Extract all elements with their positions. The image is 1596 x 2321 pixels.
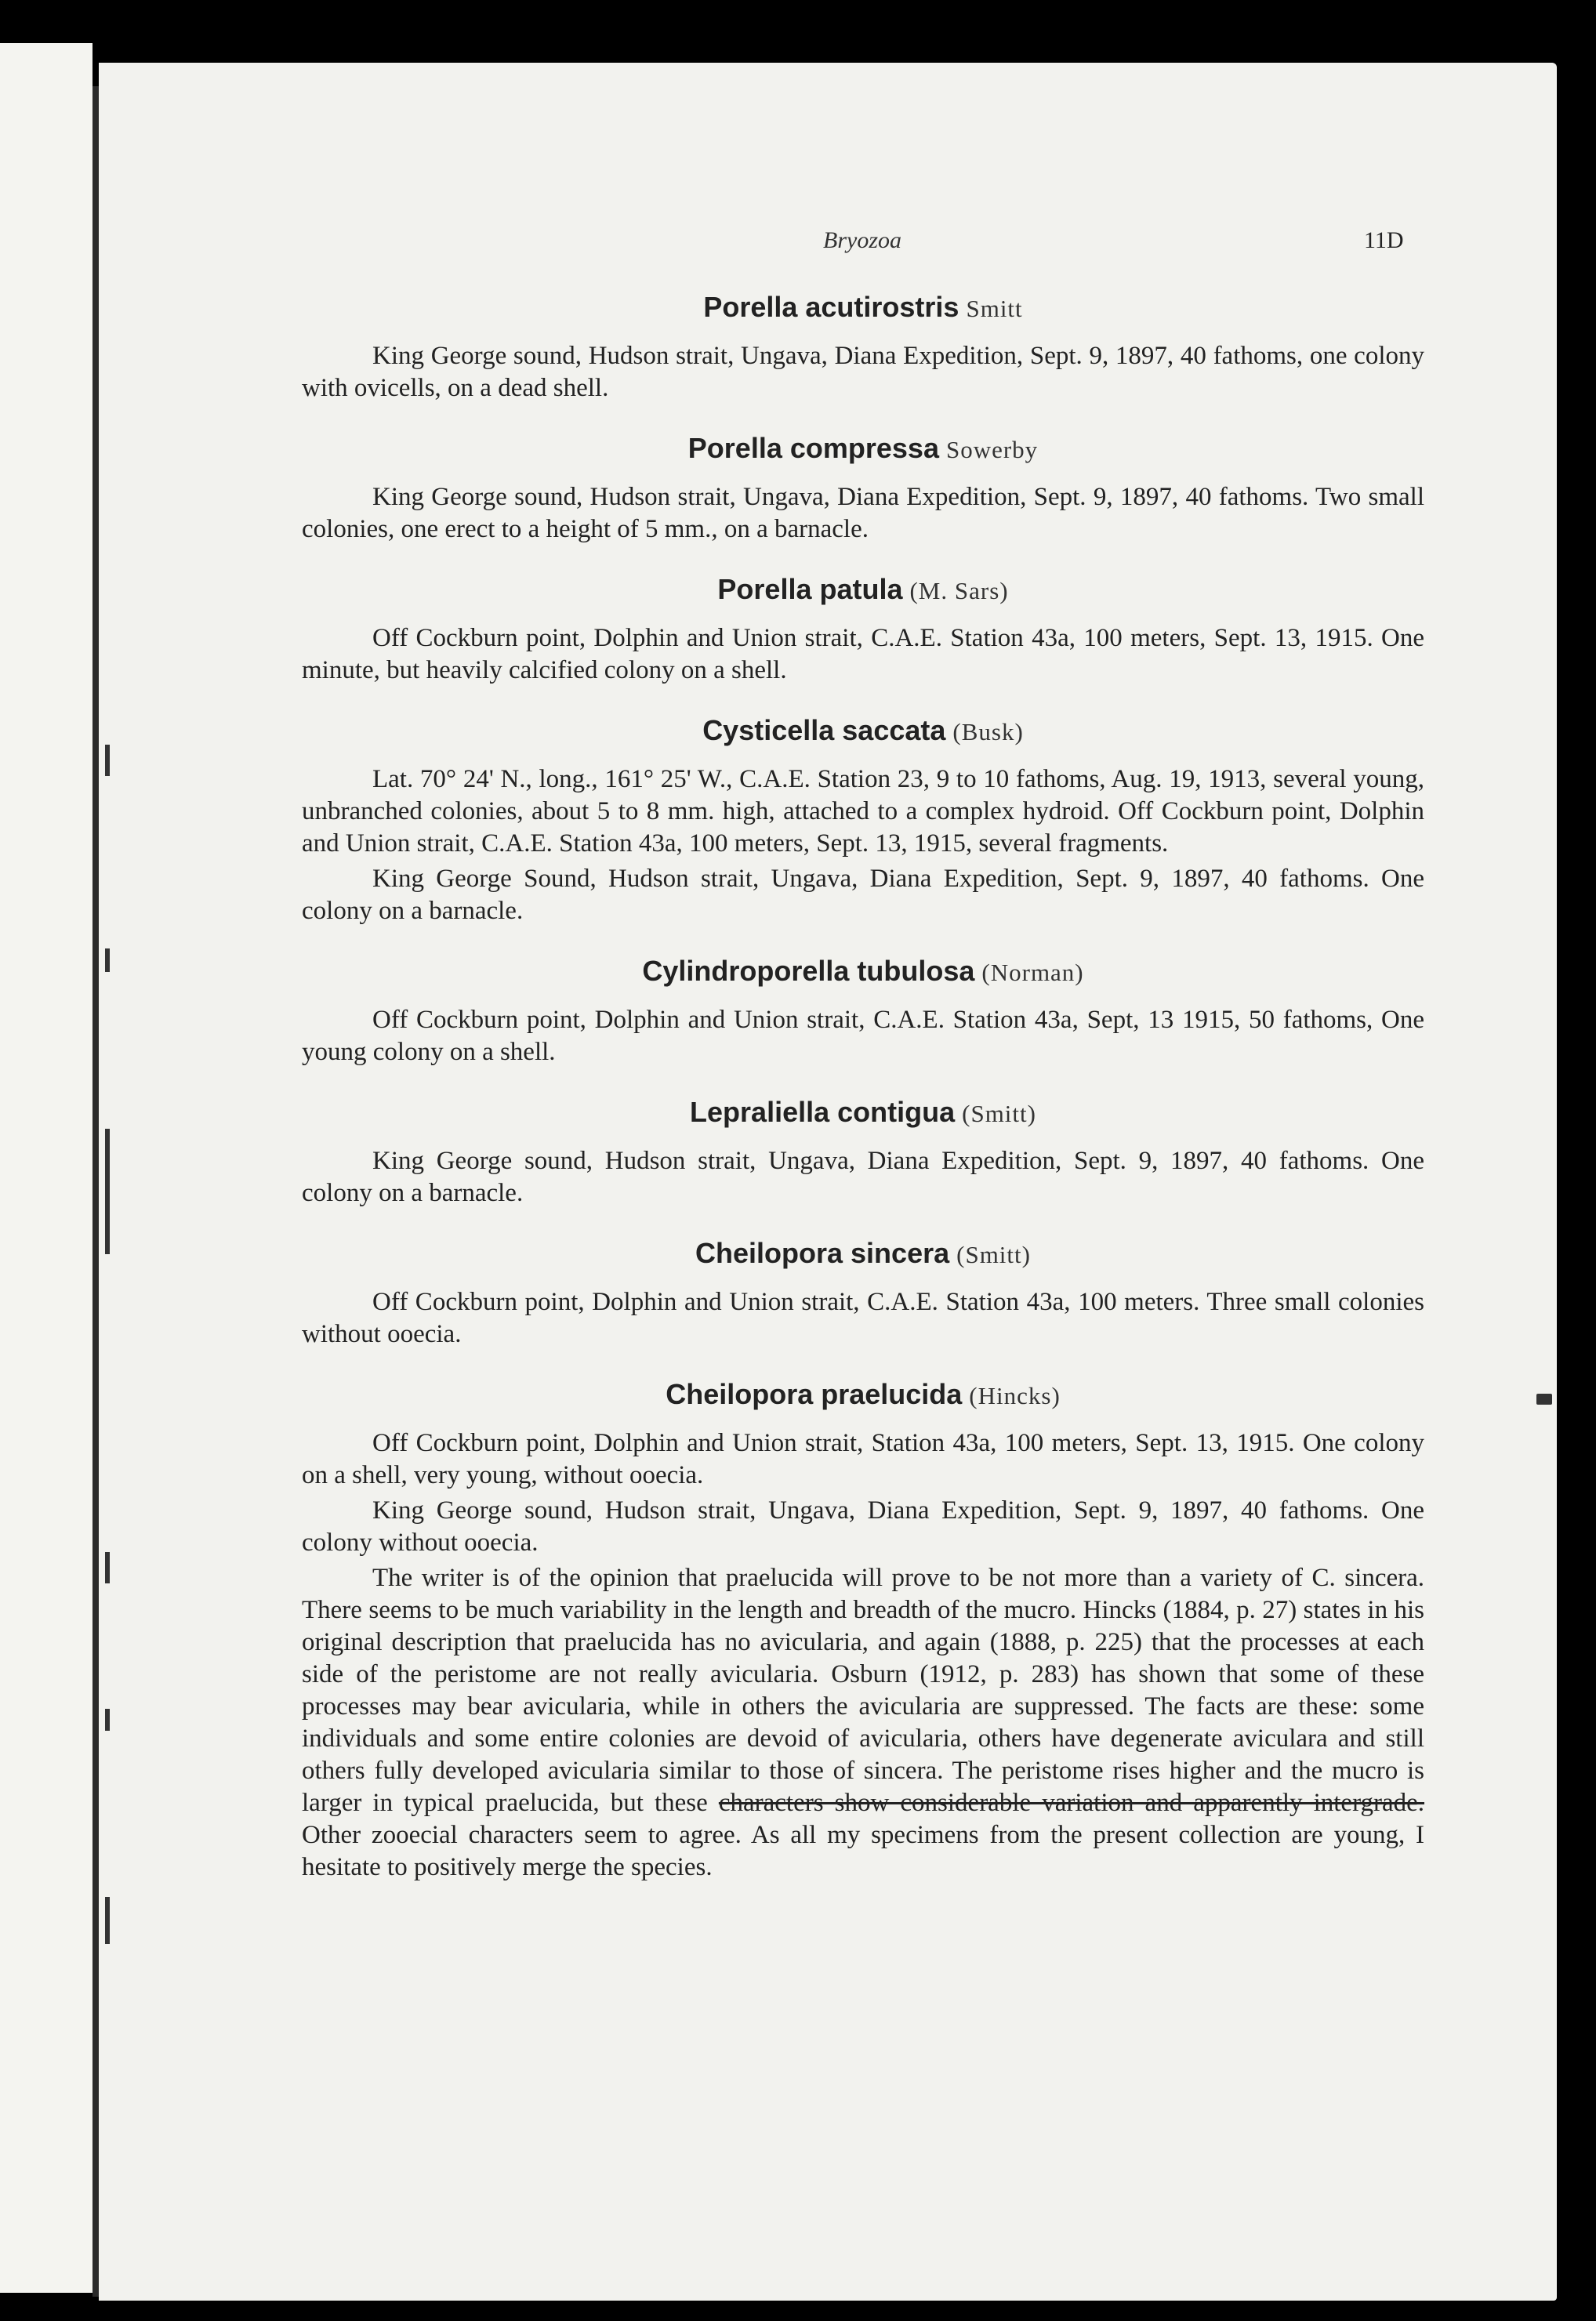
- species-name: Cylindroporella tubulosa: [642, 955, 975, 987]
- species-author: Sowerby: [945, 436, 1039, 463]
- record-paragraph: Lat. 70° 24' N., long., 161° 25' W., C.A.E. Station 23, 9 to 10 fathoms, Aug. 19, 1913, several young, unbranched colonies, about 5 to 8 mm. high, attached to a complex hydroid. Off Cockburn point, Dolphin and Union strait, C.A.E. Station 43a, 100 meters, Sept. 13, 1915, several fragments.: [302, 765, 1424, 858]
- discussion-text-end: Other zooecial characters seem to agree. As all my specimens from the present collection are young, I hesitate to positively merge the species.: [302, 1821, 1424, 1881]
- species-author: (Busk): [952, 718, 1024, 745]
- species-entry: [302, 954, 1424, 1068]
- species-heading: [302, 1095, 1424, 1131]
- species-author: (Smitt): [962, 1100, 1036, 1127]
- species-entry: [302, 431, 1424, 546]
- discussion-text: The writer is of the opinion that praelucida will prove to be not more than a variety of C. sincera. There seems to be much variability in the length and breadth of the mucro. Hincks (1884, p. 27) states in his original description that praelucida has no avicularia, and again (1888, p. 225) that the processes at each side of the peristome are not really avicularia. Osburn (1912, p. 283) has shown that some of these processes may bear avicularia, while in others the avicularia are suppressed. The facts are these: some individuals and some entire colonies are devoid of avicularia, others have degenerate aviculara and still others fully developed avicularia similar to those of sincera. The peristome rises higher and the mucro is larger in typical praelucida, but these: [302, 1564, 1424, 1817]
- species-heading: [302, 572, 1424, 608]
- page-content: [302, 290, 1424, 1910]
- species-heading: [302, 1236, 1424, 1272]
- species-heading: [302, 954, 1424, 990]
- discussion-paragraph: [302, 1562, 1424, 1884]
- page-number: 11D: [1364, 227, 1404, 253]
- species-entry: [302, 713, 1424, 927]
- species-author: Smitt: [966, 295, 1023, 322]
- left-page-margin: [0, 43, 92, 2293]
- species-heading: [302, 431, 1424, 467]
- species-name: Cheilopora praelucida: [666, 1378, 963, 1410]
- species-name: Porella compressa: [687, 432, 939, 464]
- species-name: Cysticella saccata: [702, 714, 946, 746]
- species-heading: [302, 290, 1424, 326]
- species-entry: [302, 572, 1424, 687]
- species-name: Porella patula: [717, 573, 903, 605]
- species-author: (Hincks): [969, 1382, 1061, 1409]
- species-entry: [302, 1095, 1424, 1209]
- species-entry: [302, 290, 1424, 404]
- species-heading: [302, 1377, 1424, 1413]
- species-author: (Norman): [981, 959, 1084, 986]
- record-paragraph: King George sound, Hudson strait, Ungava, Diana Expedition, Sept. 9, 1897, 40 fathoms. One colony on a barnacle.: [302, 1147, 1424, 1207]
- species-entry: [302, 1377, 1424, 1884]
- record-paragraph: King George sound, Hudson strait, Ungava, Diana Expedition, Sept. 9, 1897, 40 fathoms. One colony without ooecia.: [302, 1496, 1424, 1557]
- species-name: Cheilopora sincera: [695, 1237, 950, 1269]
- record-paragraph: King George sound, Hudson strait, Ungava, Diana Expedition, Sept. 9, 1897, 40 fathoms, one colony with ovicells, on a dead shell.: [302, 342, 1424, 402]
- species-entry: [302, 1236, 1424, 1351]
- species-author: (Smitt): [956, 1241, 1031, 1268]
- binding-shadow: [92, 86, 99, 2297]
- record-paragraph: Off Cockburn point, Dolphin and Union strait, Station 43a, 100 meters, Sept. 13, 1915. One colony on a shell, very young, without ooecia.: [302, 1429, 1424, 1489]
- species-name: Lepraliella contigua: [690, 1096, 956, 1128]
- species-author: (M. Sars): [909, 577, 1009, 604]
- species-name: Porella acutirostris: [703, 291, 959, 323]
- page-edge-mark: [1536, 1394, 1552, 1405]
- record-paragraph: Off Cockburn point, Dolphin and Union strait, C.A.E. Station 43a, 100 meters. Three small colonies without ooecia.: [302, 1288, 1424, 1348]
- record-paragraph: Off Cockburn point, Dolphin and Union strait, C.A.E. Station 43a, Sept, 13 1915, 50 fathoms, One young colony on a shell.: [302, 1006, 1424, 1066]
- running-title: Bryozoa: [823, 227, 901, 253]
- species-heading: [302, 713, 1424, 749]
- record-paragraph: King George sound, Hudson strait, Ungava, Diana Expedition, Sept. 9, 1897, 40 fathoms. Two small colonies, one erect to a height of 5 mm., on a barnacle.: [302, 483, 1424, 543]
- record-paragraph: Off Cockburn point, Dolphin and Union strait, C.A.E. Station 43a, 100 meters, Sept. 13, 1915. One minute, but heavily calcified colony on a shell.: [302, 624, 1424, 684]
- struck-through-text: characters show considerable variation and apparently intergrade.: [718, 1789, 1425, 1817]
- record-paragraph: King George Sound, Hudson strait, Ungava, Diana Expedition, Sept. 9, 1897, 40 fathoms. One colony on a barnacle.: [302, 865, 1424, 925]
